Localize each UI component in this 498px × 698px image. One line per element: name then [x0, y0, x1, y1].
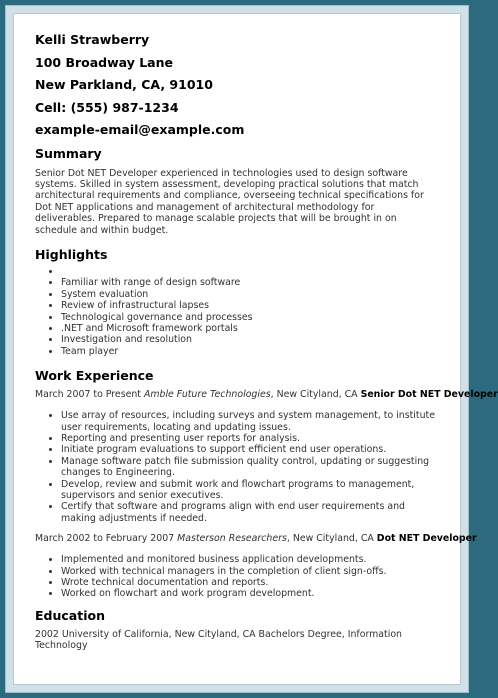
job-bullet: • Certify that software and programs align with end user requirements and making adjustments if needed. — [61, 501, 435, 524]
job-bullets — [35, 554, 435, 600]
job-bullet: • Implemented and monitored business application developments. — [61, 554, 435, 565]
job-location: , New Cityland, CA — [270, 389, 358, 401]
job-company: Amble Future Technologies — [143, 389, 271, 401]
job-header — [35, 533, 477, 554]
job-bullet: • Initiate program evaluations to support efficient end user operations. — [61, 444, 435, 455]
work-experience-heading: Work Experience — [35, 368, 154, 384]
highlight-item: • Review of infrastructural lapses — [61, 300, 435, 311]
job-bullet: • Manage software patch file submission quality control, updating or suggesting changes to Engineering. — [61, 456, 435, 479]
highlight-item: • Familiar with range of design software — [61, 277, 435, 288]
highlight-item: • Technological governance and processes — [61, 312, 435, 323]
job-bullet: • Worked with technical managers in the completion of client sign-offs. — [61, 566, 435, 577]
highlight-item: • Investigation and resolution — [61, 334, 435, 345]
contact-cell: Cell: (555) 987-1234 — [35, 99, 179, 115]
job-bullet: • Use array of resources, including surveys and system management, to institute user requirements, locating and updating issues. — [61, 410, 435, 433]
job-bullet: • Reporting and presenting user reports for analysis. — [61, 433, 435, 444]
contact-email: example-email@example.com — [35, 122, 245, 137]
job-header — [35, 389, 498, 410]
resume-content — [35, 32, 498, 652]
summary-text: Senior Dot NET Developer experienced in technologies used to design software systems. Skilled in system assessment, developing practical solutions that match architectural requirements and compliance, overseeing technical specifications for Dot NET applications and management of architectural methodology for deliverables. Prepared to manage scalable projects that will be brought in on schedule and within budget. — [35, 167, 424, 236]
job-bullets — [35, 410, 435, 524]
contact-name: Kelli Strawberry — [35, 32, 150, 47]
job-dates: March 2007 to Present — [35, 389, 141, 401]
contact-city: New Parkland, CA, 91010 — [35, 77, 213, 92]
highlight-item: • Team player — [61, 346, 435, 357]
education-heading: Education — [35, 607, 105, 623]
highlights-list — [35, 266, 435, 357]
highlights-heading: Highlights — [35, 246, 108, 262]
job-title: Senior Dot NET Developer — [360, 389, 498, 401]
highlight-item — [61, 266, 435, 277]
job-dates: March 2002 to February 2007 — [35, 533, 175, 545]
job-location: , New Cityland, CA — [286, 533, 374, 545]
highlight-item: • System evaluation — [61, 289, 435, 300]
job-bullet: • Develop, review and submit work and flowchart programs to management, supervisors and senior executives. — [61, 479, 435, 502]
job-company: Masterson Researchers — [177, 533, 287, 545]
highlight-item: • .NET and Microsoft framework portals — [61, 323, 435, 334]
job-title: Dot NET Developer — [376, 533, 477, 545]
job-bullet: • Wrote technical documentation and reports. — [61, 577, 435, 588]
education-line: 2002 University of California, New Cityland, CA Bachelors Degree, Information Technology — [35, 628, 402, 652]
summary-heading: Summary — [35, 145, 102, 161]
job-bullet: • Worked on flowchart and work program development. — [61, 588, 435, 599]
contact-address: 100 Broadway Lane — [35, 54, 173, 70]
